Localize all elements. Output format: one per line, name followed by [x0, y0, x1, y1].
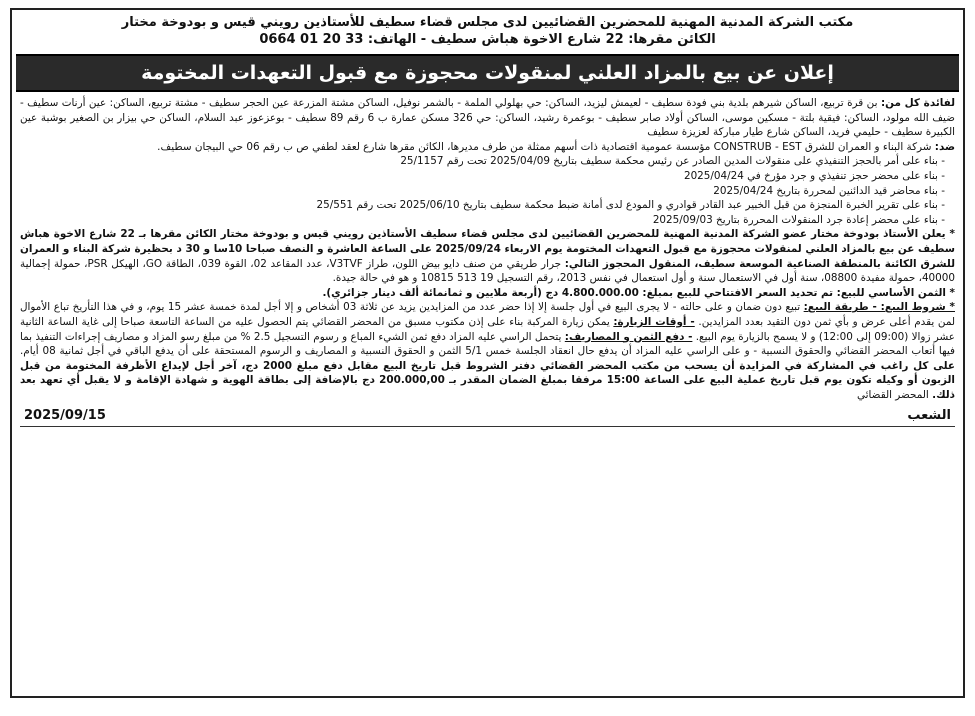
legal-notice [10, 8, 965, 698]
basis-item: - بناء على محضر حجز تنفيذي و جرد مؤرخ في 2025/04/24 [20, 169, 945, 184]
notice-title: إعلان عن بيع بالمزاد العلني لمنقولات محجوزة مع قبول التعهدات المختومة [16, 54, 959, 92]
legal-basis-list [20, 154, 955, 227]
announcement-paragraph [20, 227, 955, 285]
payment-text: يتحمل الراسي عليه المزاد دفع ثمن الشيء المباع و رسوم التسجيل 2.5 % من مبلغ رسو المزاد و مصاريف إجراءات التنفيذ بما فيها أتعاب المحضر القضائي والحقوق النسبية - و على الراسي عليه المزاد أن يدفع حال انعقاد الجلسة خمس 5/1 الثمن و الحقوق النسبية و المصاريف و الرسوم المستحقة على أن يدفع الباقي في أجل ثمانية 08 أيام. [20, 330, 955, 358]
sale-method: تبيع دون ضمان و على حالته - لا يجرى البيع في أول جلسة إلا إذا حضر عدد من المزايدين يزيد عن ثلاثة 03 أشخاص و إلا أجل لمدة خمسة عشر 15 يوم، و في هذا التأريخ تباع الأموال لمن يقدم أعلى عرض و بأي ثمن دون التقيد بعدد المزايدين. [20, 301, 955, 328]
publication-date: 2025/09/15 [24, 408, 106, 424]
basis-item: - بناء على محضر إعادة جرد المنقولات المحررة بتاريخ 2025/09/03 [20, 213, 945, 228]
against-label: ضد: [934, 140, 955, 153]
beneficiaries-text: بن قرة تربيع، الساكن شيرهم بلدية بني فودة سطيف - لعيمش ليزيد، الساكن: حي بهلولي الملمة - بالشمر نوفيل، الساكن مشتة المزرعة عين الحجر سطيف - مشتة تربيع، الساكن: عين أرنات سطيف - ضيف الله مولود، الساكن: فيقية بلتة - مسكين موسى، الساكن أولاد صابر سطيف - بوعمرة رشيد، الساكن: حي 326 مسكن عمارة ب 6 رقم 89 سطيف - بوعزعوز عبد السلام، الساكن حي بيزار بن الصغير بوشبة عين الكبيرة سطيف - حليمي فريد، الساكن شارع طيار مباركة لعزيزة سطيف [20, 97, 955, 139]
basis-item: - بناء محاضر قيد الدائنين لمحررة بتاريخ 2025/04/24 [20, 184, 945, 199]
beneficiaries-label: لفائدة كل من: [880, 97, 955, 109]
beneficiaries-paragraph [20, 96, 955, 140]
notice-header [12, 10, 963, 48]
final-conditions: على كل راغب في المشاركة في المزايدة أن يسحب من مكتب المحضر القضائي دفتر الشروط قبل تاريخ البيع مقابل دفع مبلغ 2000 دج، آخر أجل لإيداع الأظرفة المختومة من قبل الزبون أو وكيله تكون يوم قبل تاريخ عملية البيع على الساعة 15:00 مرفقا بمبلغ الضمان المقدر بـ 200.000,00 دج بالإضافة إلى بطاقة الهوية و شهادة الإقامة و لا يقبل أي تعهد بعد ذلك. [20, 359, 955, 401]
publication-footer [12, 402, 963, 423]
seized-item: جرار طريقي من صنف دايو بيض اللون، طراز V3TVF، عدد المقاعد 02، القوة 039، الطاقة GO، الهيكل PSR، حمولة إجمالية 40000، حمولة مفيدة 08800، سنة أول في الاستعمال سنة و أول استعمال في نفس 2013، رقم التسجيل 19 513 10815 و هو في حالة جيدة. [20, 257, 955, 285]
notice-body [12, 96, 963, 402]
bailiff-signature: المحضر القضائي [856, 388, 929, 401]
basis-item: - بناء على أمر بالحجز التنفيذي على منقولات المدين الصادر عن رئيس محكمة سطيف بتاريخ 2025/04/09 تحت رقم 25/1157 [20, 154, 945, 169]
visit-label: - أوقات الزيارة: [613, 315, 695, 328]
basis-item: - بناء على تقرير الخبرة المنجزة من قبل الخبير عبد القادر قوادري و المودع لدى أمانة ضبط محكمة سطيف بتاريخ 2025/06/10 تحت رقم 25/551 [20, 198, 945, 213]
conditions-paragraph [20, 300, 955, 402]
newspaper-name: الشعب [907, 408, 951, 424]
visit-text: يمكن زيارة المركبة بناء على إذن مكتوب مسبق من المحضر القضائي يتم الحصول عليه من الساعة التاسعة صباحا إلى غاية الساعة الثانية عشر زوالا (09:00 إلى 12:00) و لا يسمح بالزيارة يوم البيع. [20, 315, 956, 343]
against-text: شركة البناء و العمران للشرق CONSTRUB - EST مؤسسة عمومية اقتصادية ذات أسهم ممثلة من طرف مديرها، الكائن مقرها شارع لعقد لطفي ص ب رقم 06 حي البيجان سطيف. [157, 140, 932, 153]
conditions-title: * شروط البيع: - طريقة البيع: [803, 301, 955, 314]
base-price: * الثمن الأساسي للبيع: تم تحديد السعر الافتتاحي للبيع بمبلغ: 4.800.000.00 دج (أربعة ملايين و ثمانمائة ألف دينار جزائري). [322, 286, 955, 299]
announcement-lead: * يعلن الأستاذ بودوخة مختار عضو الشركة المدنية المهنية للمحضرين القضائيين لدى مجلس قضاء سطيف الأستاذين رويني قيس و بودوخة مختار الكائن مقرها بـ 22 شارع الاخوة هباش سطيف عن بيع بالمزاد العلني لمنقولات محجوزة مع قبول التعهدات المختومة يوم الاربعاء 2025/09/24 على الساعة العاشرة و النصف صباحا 10سا و 30 د بحظيرة شركة البناء و العمران للشرق الكائنة بالمنطقة الصناعية الموسعة سطيف، المنقول المحجوز التالي: [20, 228, 955, 270]
against-paragraph [20, 140, 955, 155]
payment-label: - دفع الثمن و المصاريف: [564, 330, 693, 343]
office-address: الكائن مقرها: 22 شارع الاخوة هباش سطيف - الهاتف: 33 20 01 0664 [259, 32, 716, 47]
office-name: مكتب الشركة المدنية المهنية للمحضرين القضائيين لدى مجلس قضاء سطيف للأستاذين رويني قيس و بودوخة مختار [121, 15, 854, 30]
footer-divider [20, 426, 955, 427]
